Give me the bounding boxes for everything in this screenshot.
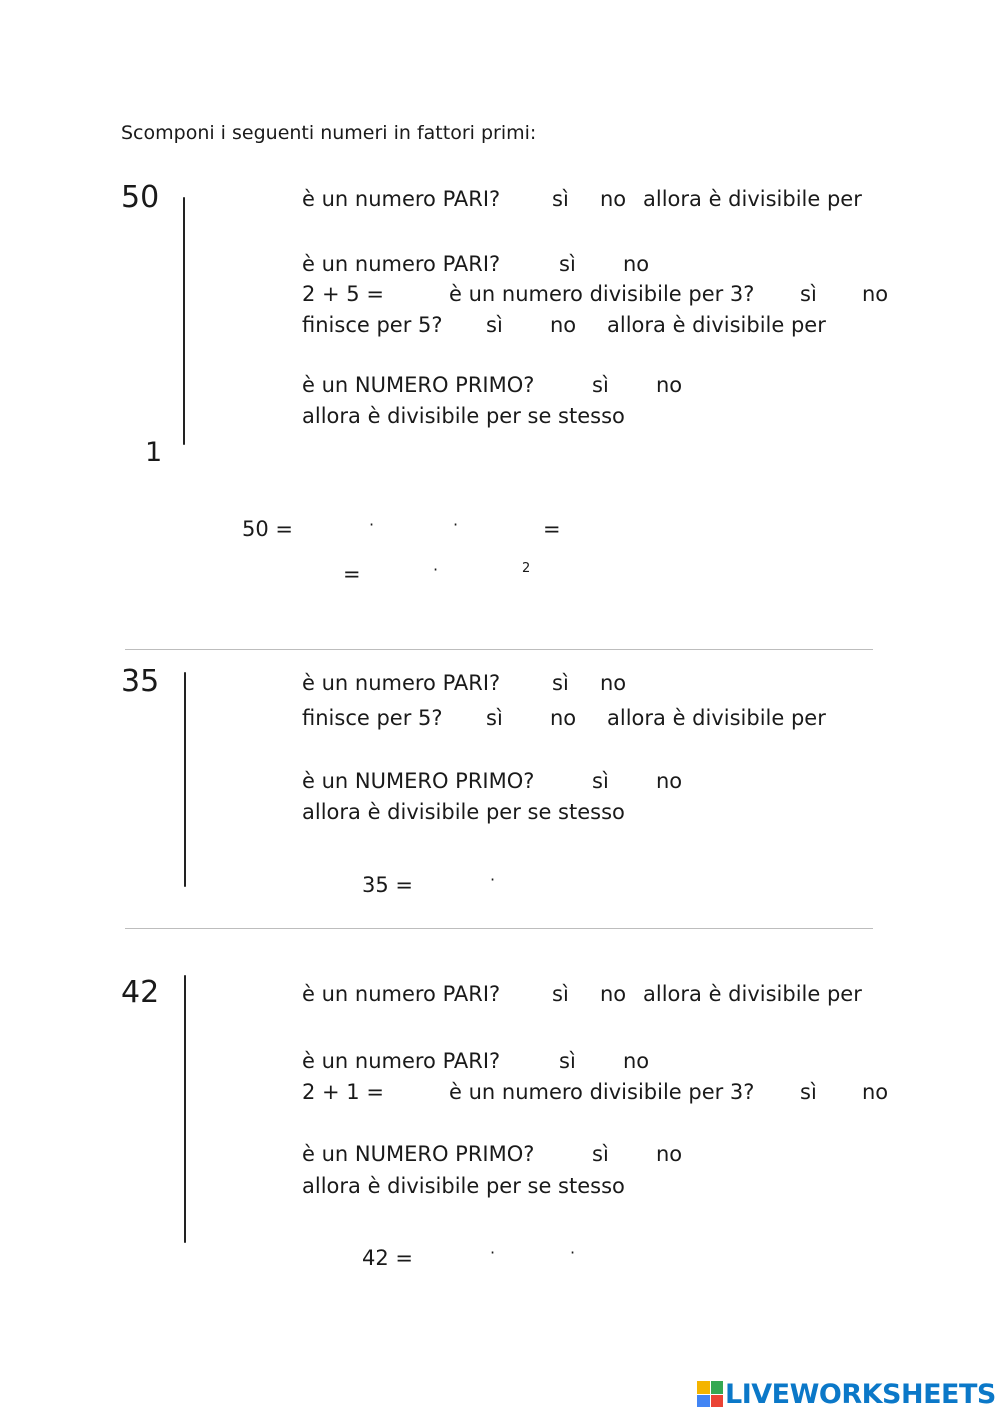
answer-yes[interactable]: sì — [486, 706, 503, 730]
instruction: Scomponi i seguenti numeri in fattori primi: — [121, 122, 537, 144]
answer-no[interactable]: no — [550, 706, 577, 730]
number-42: 42 — [121, 975, 160, 1010]
question-even: è un numero PARI? — [302, 187, 501, 211]
equation-lhs: 50 = — [242, 517, 293, 541]
answer-yes[interactable]: sì — [800, 1080, 817, 1104]
answer-yes[interactable]: sì — [552, 671, 569, 695]
self-divisible-label: allora è divisibile per se stesso — [302, 1174, 625, 1198]
divisible-by-label: allora è divisibile per — [643, 982, 862, 1006]
answer-yes[interactable]: sì — [552, 982, 569, 1006]
answer-no[interactable]: no — [600, 187, 627, 211]
multiply-dot: · — [490, 870, 496, 889]
answer-no[interactable]: no — [862, 282, 889, 306]
number-35: 35 — [121, 664, 160, 699]
question-prime: è un NUMERO PRIMO? — [302, 1142, 535, 1166]
divisible-by-label: allora è divisibile per — [607, 313, 826, 337]
answer-no[interactable]: no — [550, 313, 577, 337]
division-line — [183, 197, 185, 445]
question-div3: è un numero divisibile per 3? — [449, 1080, 755, 1104]
question-prime: è un NUMERO PRIMO? — [302, 769, 535, 793]
question-div3: è un numero divisibile per 3? — [449, 282, 755, 306]
answer-no[interactable]: no — [623, 252, 650, 276]
division-line — [184, 975, 186, 1243]
question-even: è un numero PARI? — [302, 1049, 501, 1073]
answer-no[interactable]: no — [623, 1049, 650, 1073]
multiply-dot: · — [369, 515, 375, 534]
answer-no[interactable]: no — [862, 1080, 889, 1104]
answer-yes[interactable]: sì — [486, 313, 503, 337]
self-divisible-label: allora è divisibile per se stesso — [302, 404, 625, 428]
divisible-by-label: allora è divisibile per — [643, 187, 862, 211]
multiply-dot: · — [433, 560, 439, 579]
question-ends5: finisce per 5? — [302, 706, 443, 730]
equation-lhs: 35 = — [362, 873, 413, 897]
answer-no[interactable]: no — [656, 373, 683, 397]
question-even: è un numero PARI? — [302, 982, 501, 1006]
answer-yes[interactable]: sì — [559, 1049, 576, 1073]
multiply-dot: · — [490, 1243, 496, 1262]
answer-yes[interactable]: sì — [592, 1142, 609, 1166]
digit-sum: 2 + 1 = — [302, 1080, 384, 1104]
bottom-one: 1 — [145, 437, 163, 468]
question-prime: è un NUMERO PRIMO? — [302, 373, 535, 397]
answer-no[interactable]: no — [600, 982, 627, 1006]
answer-yes[interactable]: sì — [559, 252, 576, 276]
answer-yes[interactable]: sì — [552, 187, 569, 211]
multiply-dot: · — [453, 515, 459, 534]
answer-no[interactable]: no — [656, 1142, 683, 1166]
logo-text: LIVEWORKSHEETS — [725, 1378, 996, 1410]
question-even: è un numero PARI? — [302, 252, 501, 276]
question-ends5: finisce per 5? — [302, 313, 443, 337]
equation-lhs: 42 = — [362, 1246, 413, 1270]
number-50: 50 — [121, 180, 160, 215]
answer-no[interactable]: no — [600, 671, 627, 695]
answer-yes[interactable]: sì — [592, 373, 609, 397]
answer-no[interactable]: no — [656, 769, 683, 793]
section-divider — [125, 928, 873, 929]
digit-sum: 2 + 5 = — [302, 282, 384, 306]
exponent: 2 — [522, 561, 531, 576]
answer-yes[interactable]: sì — [592, 769, 609, 793]
logo-mark-icon — [697, 1381, 723, 1407]
section-divider — [125, 649, 873, 650]
equals-sign: = — [343, 562, 361, 586]
answer-yes[interactable]: sì — [800, 282, 817, 306]
divisible-by-label: allora è divisibile per — [607, 706, 826, 730]
liveworksheets-logo — [697, 1377, 996, 1411]
equals-sign: = — [543, 517, 561, 541]
division-line — [184, 672, 186, 887]
question-even: è un numero PARI? — [302, 671, 501, 695]
self-divisible-label: allora è divisibile per se stesso — [302, 800, 625, 824]
multiply-dot: · — [570, 1243, 576, 1262]
